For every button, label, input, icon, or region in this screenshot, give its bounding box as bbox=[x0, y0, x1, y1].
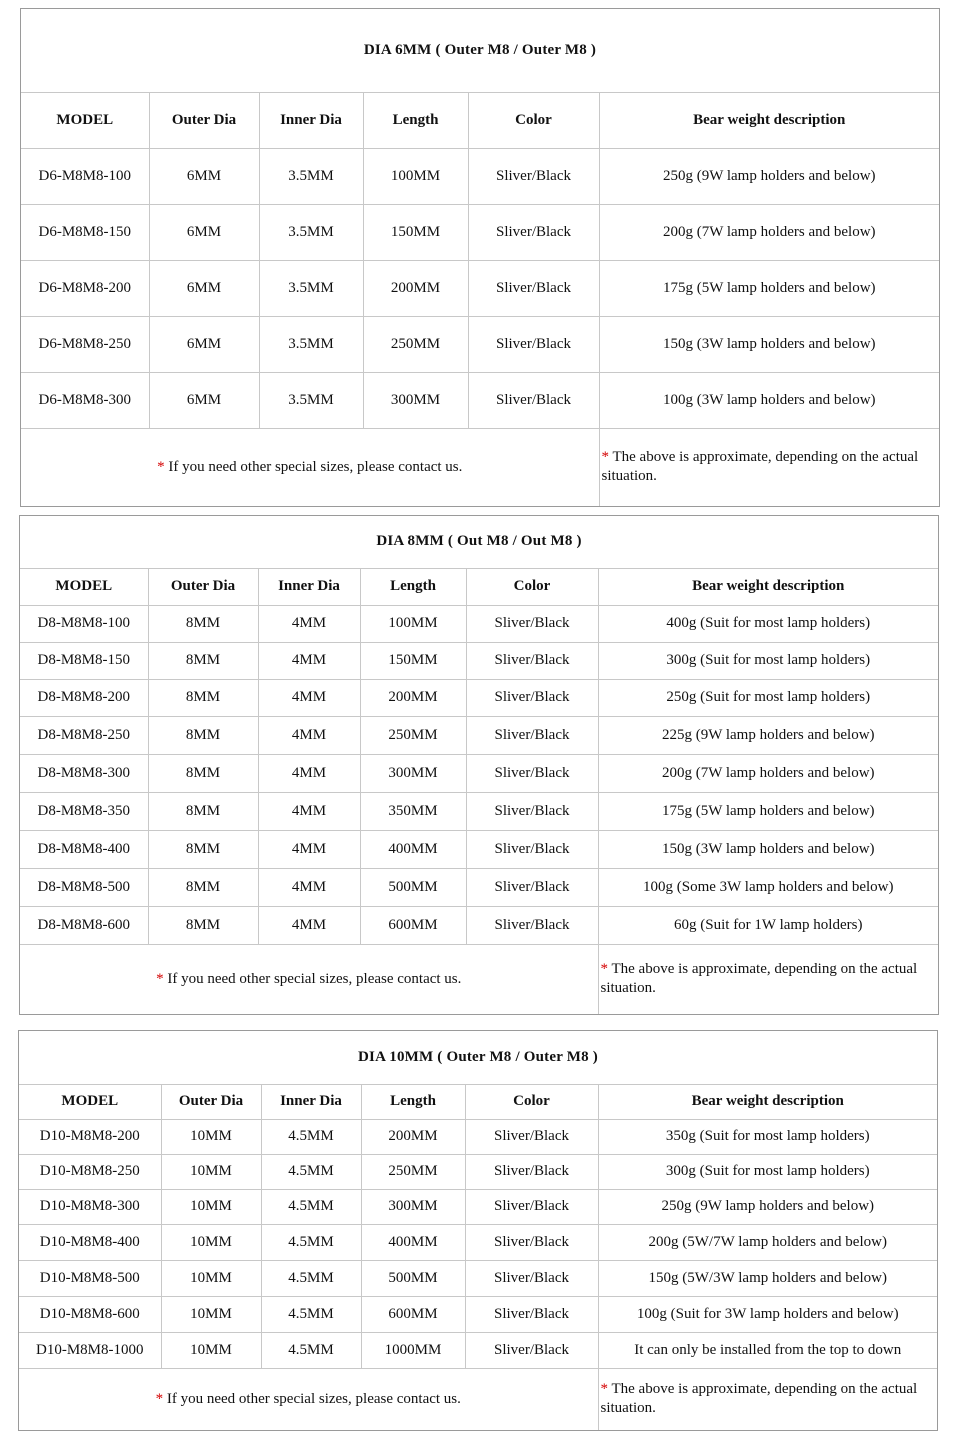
cell-outer-dia: 8MM bbox=[148, 716, 258, 754]
table-row bbox=[20, 642, 938, 679]
header-length: Length bbox=[361, 1084, 465, 1119]
header-outer-dia: Outer Dia bbox=[149, 92, 259, 148]
cell-outer-dia: 10MM bbox=[161, 1332, 261, 1368]
cell-bear-weight: 100g (Some 3W lamp holders and below) bbox=[598, 868, 938, 906]
header-inner-dia: Inner Dia bbox=[258, 568, 360, 605]
cell-model: D10-M8M8-300 bbox=[19, 1189, 161, 1224]
cell-bear-weight: 175g (5W lamp holders and below) bbox=[598, 792, 938, 830]
cell-length: 300MM bbox=[361, 1189, 465, 1224]
header-color: Color bbox=[465, 1084, 598, 1119]
spec-table-dia-8mm bbox=[19, 515, 939, 1015]
header-model: MODEL bbox=[19, 1084, 161, 1119]
cell-outer-dia: 6MM bbox=[149, 372, 259, 428]
cell-outer-dia: 10MM bbox=[161, 1224, 261, 1260]
cell-outer-dia: 10MM bbox=[161, 1260, 261, 1296]
cell-color: Sliver/Black bbox=[465, 1119, 598, 1154]
note-text: The above is approximate, depending on the actual situation. bbox=[601, 449, 919, 485]
cell-inner-dia: 4MM bbox=[258, 830, 360, 868]
table-row bbox=[20, 679, 938, 716]
spec-table-dia-10mm bbox=[18, 1030, 938, 1431]
table-row bbox=[19, 1154, 937, 1189]
note-approximate bbox=[598, 944, 938, 1014]
cell-length: 400MM bbox=[361, 1224, 465, 1260]
cell-bear-weight: 225g (9W lamp holders and below) bbox=[598, 716, 938, 754]
cell-length: 200MM bbox=[360, 679, 466, 716]
note-special-sizes bbox=[20, 944, 598, 1014]
table-row bbox=[20, 792, 938, 830]
asterisk: * bbox=[155, 1390, 164, 1407]
cell-outer-dia: 8MM bbox=[148, 792, 258, 830]
note-text: If you need other special sizes, please contact us. bbox=[168, 458, 463, 475]
cell-color: Sliver/Black bbox=[465, 1189, 598, 1224]
cell-length: 300MM bbox=[363, 372, 468, 428]
cell-inner-dia: 4MM bbox=[258, 754, 360, 792]
cell-inner-dia: 3.5MM bbox=[259, 148, 363, 204]
header-color: Color bbox=[468, 92, 599, 148]
cell-color: Sliver/Black bbox=[466, 642, 598, 679]
table-title: DIA 10MM ( Outer M8 / Outer M8 ) bbox=[19, 1031, 937, 1084]
cell-outer-dia: 8MM bbox=[148, 754, 258, 792]
table-row bbox=[19, 1224, 937, 1260]
cell-model: D8-M8M8-600 bbox=[20, 906, 148, 944]
cell-outer-dia: 8MM bbox=[148, 642, 258, 679]
cell-length: 250MM bbox=[363, 316, 468, 372]
cell-outer-dia: 8MM bbox=[148, 906, 258, 944]
cell-length: 350MM bbox=[360, 792, 466, 830]
asterisk: * bbox=[600, 1381, 608, 1398]
cell-bear-weight: 350g (Suit for most lamp holders) bbox=[598, 1119, 937, 1154]
cell-color: Sliver/Black bbox=[468, 260, 599, 316]
header-model: MODEL bbox=[20, 568, 148, 605]
table-row bbox=[21, 372, 939, 428]
cell-color: Sliver/Black bbox=[465, 1154, 598, 1189]
table-row bbox=[20, 830, 938, 868]
cell-outer-dia: 10MM bbox=[161, 1119, 261, 1154]
table-row bbox=[20, 605, 938, 642]
cell-bear-weight: 100g (Suit for 3W lamp holders and below) bbox=[598, 1296, 937, 1332]
cell-bear-weight: 175g (5W lamp holders and below) bbox=[599, 260, 939, 316]
note-special-sizes bbox=[21, 428, 599, 506]
cell-model: D10-M8M8-1000 bbox=[19, 1332, 161, 1368]
cell-model: D8-M8M8-300 bbox=[20, 754, 148, 792]
cell-color: Sliver/Black bbox=[466, 754, 598, 792]
cell-outer-dia: 6MM bbox=[149, 148, 259, 204]
cell-model: D10-M8M8-400 bbox=[19, 1224, 161, 1260]
cell-bear-weight: 250g (9W lamp holders and below) bbox=[599, 148, 939, 204]
cell-model: D6-M8M8-200 bbox=[21, 260, 149, 316]
cell-length: 400MM bbox=[360, 830, 466, 868]
cell-color: Sliver/Black bbox=[466, 868, 598, 906]
header-bear-weight: Bear weight description bbox=[598, 1084, 937, 1119]
cell-color: Sliver/Black bbox=[465, 1296, 598, 1332]
cell-bear-weight: 400g (Suit for most lamp holders) bbox=[598, 605, 938, 642]
cell-outer-dia: 8MM bbox=[148, 830, 258, 868]
cell-model: D8-M8M8-200 bbox=[20, 679, 148, 716]
cell-inner-dia: 3.5MM bbox=[259, 316, 363, 372]
table-row bbox=[20, 716, 938, 754]
cell-length: 100MM bbox=[360, 605, 466, 642]
cell-bear-weight: 200g (7W lamp holders and below) bbox=[598, 754, 938, 792]
cell-bear-weight: 100g (3W lamp holders and below) bbox=[599, 372, 939, 428]
header-inner-dia: Inner Dia bbox=[259, 92, 363, 148]
cell-bear-weight: 200g (5W/7W lamp holders and below) bbox=[598, 1224, 937, 1260]
table-row bbox=[19, 1189, 937, 1224]
cell-bear-weight: 250g (Suit for most lamp holders) bbox=[598, 679, 938, 716]
cell-model: D8-M8M8-350 bbox=[20, 792, 148, 830]
asterisk: * bbox=[157, 458, 165, 475]
cell-bear-weight: 150g (5W/3W lamp holders and below) bbox=[598, 1260, 937, 1296]
table-row bbox=[21, 148, 939, 204]
cell-inner-dia: 4.5MM bbox=[261, 1119, 361, 1154]
cell-length: 500MM bbox=[360, 868, 466, 906]
cell-inner-dia: 3.5MM bbox=[259, 260, 363, 316]
note-text: The above is approximate, depending on the actual situation. bbox=[600, 1381, 918, 1417]
cell-length: 200MM bbox=[363, 260, 468, 316]
header-color: Color bbox=[466, 568, 598, 605]
cell-model: D6-M8M8-150 bbox=[21, 204, 149, 260]
table-row bbox=[20, 868, 938, 906]
header-bear-weight: Bear weight description bbox=[599, 92, 939, 148]
cell-inner-dia: 4MM bbox=[258, 868, 360, 906]
cell-bear-weight: 200g (7W lamp holders and below) bbox=[599, 204, 939, 260]
note-text: If you need other special sizes, please contact us. bbox=[167, 970, 462, 987]
table-row bbox=[19, 1332, 937, 1368]
cell-length: 250MM bbox=[360, 716, 466, 754]
cell-color: Sliver/Black bbox=[465, 1224, 598, 1260]
cell-color: Sliver/Black bbox=[465, 1260, 598, 1296]
cell-model: D8-M8M8-500 bbox=[20, 868, 148, 906]
cell-outer-dia: 10MM bbox=[161, 1296, 261, 1332]
cell-model: D8-M8M8-150 bbox=[20, 642, 148, 679]
header-outer-dia: Outer Dia bbox=[161, 1084, 261, 1119]
cell-bear-weight: 150g (3W lamp holders and below) bbox=[599, 316, 939, 372]
header-length: Length bbox=[363, 92, 468, 148]
cell-outer-dia: 6MM bbox=[149, 260, 259, 316]
cell-outer-dia: 6MM bbox=[149, 316, 259, 372]
cell-model: D6-M8M8-100 bbox=[21, 148, 149, 204]
table-row bbox=[20, 754, 938, 792]
cell-color: Sliver/Black bbox=[466, 906, 598, 944]
cell-model: D10-M8M8-500 bbox=[19, 1260, 161, 1296]
cell-model: D10-M8M8-250 bbox=[19, 1154, 161, 1189]
cell-outer-dia: 10MM bbox=[161, 1189, 261, 1224]
cell-model: D8-M8M8-100 bbox=[20, 605, 148, 642]
table-title: DIA 6MM ( Outer M8 / Outer M8 ) bbox=[21, 9, 939, 92]
cell-color: Sliver/Black bbox=[468, 316, 599, 372]
table-row bbox=[19, 1296, 937, 1332]
cell-model: D8-M8M8-400 bbox=[20, 830, 148, 868]
spec-table-dia-6mm bbox=[20, 8, 940, 507]
table-row bbox=[21, 316, 939, 372]
cell-color: Sliver/Black bbox=[465, 1332, 598, 1368]
cell-inner-dia: 4MM bbox=[258, 906, 360, 944]
table-title: DIA 8MM ( Out M8 / Out M8 ) bbox=[20, 516, 938, 568]
cell-inner-dia: 4.5MM bbox=[261, 1189, 361, 1224]
cell-inner-dia: 4.5MM bbox=[261, 1224, 361, 1260]
cell-model: D10-M8M8-600 bbox=[19, 1296, 161, 1332]
note-special-sizes bbox=[19, 1368, 598, 1430]
cell-length: 600MM bbox=[361, 1296, 465, 1332]
cell-inner-dia: 4.5MM bbox=[261, 1154, 361, 1189]
cell-outer-dia: 6MM bbox=[149, 204, 259, 260]
cell-color: Sliver/Black bbox=[466, 792, 598, 830]
header-bear-weight: Bear weight description bbox=[598, 568, 938, 605]
cell-bear-weight: 60g (Suit for 1W lamp holders) bbox=[598, 906, 938, 944]
cell-length: 100MM bbox=[363, 148, 468, 204]
header-model: MODEL bbox=[21, 92, 149, 148]
cell-length: 1000MM bbox=[361, 1332, 465, 1368]
asterisk: * bbox=[600, 961, 608, 978]
cell-model: D8-M8M8-250 bbox=[20, 716, 148, 754]
cell-inner-dia: 4MM bbox=[258, 792, 360, 830]
cell-bear-weight: 300g (Suit for most lamp holders) bbox=[598, 642, 938, 679]
asterisk: * bbox=[156, 970, 164, 987]
cell-outer-dia: 8MM bbox=[148, 679, 258, 716]
note-approximate bbox=[598, 1368, 937, 1430]
cell-model: D6-M8M8-300 bbox=[21, 372, 149, 428]
cell-inner-dia: 4.5MM bbox=[261, 1332, 361, 1368]
cell-inner-dia: 4MM bbox=[258, 716, 360, 754]
note-text: If you need other special sizes, please contact us. bbox=[166, 1390, 461, 1407]
cell-color: Sliver/Black bbox=[468, 148, 599, 204]
note-approximate bbox=[599, 428, 939, 506]
cell-length: 200MM bbox=[361, 1119, 465, 1154]
cell-inner-dia: 4MM bbox=[258, 642, 360, 679]
table-row bbox=[19, 1119, 937, 1154]
cell-inner-dia: 3.5MM bbox=[259, 204, 363, 260]
header-outer-dia: Outer Dia bbox=[148, 568, 258, 605]
cell-bear-weight: 250g (9W lamp holders and below) bbox=[598, 1189, 937, 1224]
cell-inner-dia: 4.5MM bbox=[261, 1296, 361, 1332]
header-inner-dia: Inner Dia bbox=[261, 1084, 361, 1119]
cell-outer-dia: 10MM bbox=[161, 1154, 261, 1189]
cell-bear-weight: 300g (Suit for most lamp holders) bbox=[598, 1154, 937, 1189]
cell-length: 150MM bbox=[363, 204, 468, 260]
cell-bear-weight: It can only be installed from the top to down bbox=[598, 1332, 937, 1368]
table-row bbox=[21, 204, 939, 260]
table-row bbox=[20, 906, 938, 944]
cell-color: Sliver/Black bbox=[468, 372, 599, 428]
cell-color: Sliver/Black bbox=[466, 830, 598, 868]
cell-model: D6-M8M8-250 bbox=[21, 316, 149, 372]
asterisk: * bbox=[601, 449, 609, 466]
cell-color: Sliver/Black bbox=[466, 605, 598, 642]
cell-model: D10-M8M8-200 bbox=[19, 1119, 161, 1154]
cell-length: 500MM bbox=[361, 1260, 465, 1296]
cell-inner-dia: 4.5MM bbox=[261, 1260, 361, 1296]
cell-length: 150MM bbox=[360, 642, 466, 679]
cell-outer-dia: 8MM bbox=[148, 605, 258, 642]
table-row bbox=[19, 1260, 937, 1296]
note-text: The above is approximate, depending on the actual situation. bbox=[600, 961, 918, 997]
cell-color: Sliver/Black bbox=[466, 716, 598, 754]
cell-color: Sliver/Black bbox=[466, 679, 598, 716]
cell-length: 300MM bbox=[360, 754, 466, 792]
cell-bear-weight: 150g (3W lamp holders and below) bbox=[598, 830, 938, 868]
cell-length: 600MM bbox=[360, 906, 466, 944]
header-length: Length bbox=[360, 568, 466, 605]
cell-color: Sliver/Black bbox=[468, 204, 599, 260]
cell-length: 250MM bbox=[361, 1154, 465, 1189]
cell-inner-dia: 4MM bbox=[258, 605, 360, 642]
cell-inner-dia: 3.5MM bbox=[259, 372, 363, 428]
cell-outer-dia: 8MM bbox=[148, 868, 258, 906]
cell-inner-dia: 4MM bbox=[258, 679, 360, 716]
table-row bbox=[21, 260, 939, 316]
